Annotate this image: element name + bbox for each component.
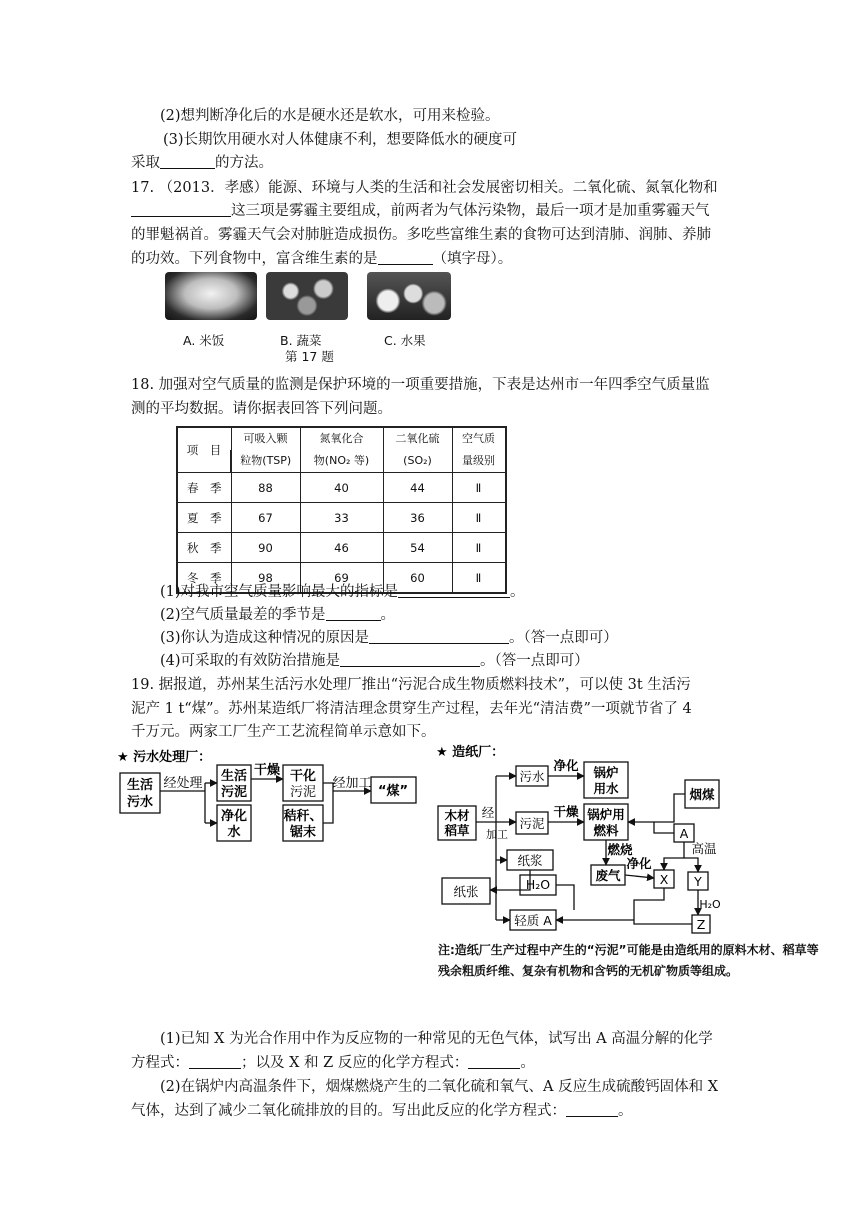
box-wood-2: 稻草 [444, 823, 470, 838]
box-coal: “煤” [377, 784, 409, 799]
line-q17b: 这三项是雾霾主要组成，前两者为气体污染物，最后一项才是加重雾霾天气 [131, 201, 710, 221]
line-q19-1b: 方程式： ；以及 X 和 Z 反应的化学方程式： 。 [131, 1055, 535, 1071]
box-boiler-water-1: 锅炉 [593, 765, 619, 780]
line-q16-2: (2)想判断净化后的水是硬水还是软水，可用来检验。 [160, 108, 500, 124]
sewage-plant-diagram [115, 745, 435, 845]
header-no-1: 氮氧化合 [300, 427, 383, 450]
box-Y: Y [694, 874, 702, 889]
line-q19-1a: (1)已知 X 为光合作用中作为反应物的一种常见的无色气体，试写出 A 高温分解的化学 [160, 1031, 713, 1047]
box-domestic-sewage-2: 污水 [126, 795, 154, 810]
header-tsp-2: 粒物(TSP) [231, 450, 300, 473]
cell-level: Ⅱ [452, 533, 506, 563]
box-bituminous-coal: 烟煤 [689, 787, 715, 802]
cell-so: 54 [383, 533, 452, 563]
cell-so: 60 [383, 563, 452, 594]
box-A: A [679, 826, 689, 841]
paper-mill-title: ★ 造纸厂： [436, 745, 505, 760]
header-level-1: 空气质 [452, 427, 506, 450]
box-purified-water-2: 水 [227, 825, 241, 840]
cell-tsp: 90 [231, 533, 300, 563]
paper-mill-note: 注:造纸厂生产过程中产生的“污泥”可能是由造纸用的原料木材、稻草等残余粗质纤维、复杂有机物和含钙的无机矿物质等组成。 [438, 943, 819, 978]
label-jiagong: 加工 [486, 828, 508, 841]
box-sludge: 污泥 [519, 816, 545, 831]
sewage-plant-title: ★ 污水处理厂： [117, 750, 212, 765]
line-q18-1: (1)对我市空气质量影响最大的指标是 。 [160, 584, 525, 600]
line-q18-4: (4)可采取的有效防治措施是 。（答一点即可） [160, 653, 589, 669]
box-dried-sludge-2: 污泥 [289, 785, 317, 800]
line-q16-3b: 采取 的方法。 [131, 155, 273, 171]
cell-season: 夏 季 [177, 503, 231, 533]
caption-fruit: C. 水果 [384, 333, 426, 348]
line-q18-2: (2)空气质量最差的季节是 。 [160, 607, 396, 623]
cell-tsp: 67 [231, 503, 300, 533]
header-level-2: 量级别 [452, 450, 506, 473]
cell-level: Ⅱ [452, 503, 506, 533]
line-q18a: 18. 加强对空气质量的监测是保护环境的一项重要措施，下表是达州市一年四季空气质量监 [131, 377, 710, 393]
box-wood-1: 木材 [444, 808, 470, 823]
cell-no: 33 [300, 503, 383, 533]
cell-season: 春 季 [177, 473, 231, 503]
caption-vegetable: B. 蔬菜 [280, 333, 322, 348]
box-straw-1: 秸秆、 [283, 809, 323, 824]
box-waste-gas: 废气 [595, 868, 621, 883]
rice-photo [165, 272, 257, 320]
cell-tsp: 88 [231, 473, 300, 503]
line-q17d: 的功效。下列食物中，富含维生素的是 （填字母）。 [131, 251, 513, 267]
box-boiler-fuel-2: 燃料 [593, 823, 619, 838]
cell-no: 69 [300, 563, 383, 594]
cell-season: 冬 季 [177, 563, 231, 594]
line-q19c: 千万元。两家工厂生产工艺流程简单示意如下。 [131, 724, 436, 740]
box-straw-2: 锯末 [289, 825, 317, 840]
arrow-label-dry: 干燥 [253, 763, 281, 778]
arrow-label-treat: 经处理 [163, 776, 203, 791]
cell-no: 40 [300, 473, 383, 503]
arrow-label-process: 经加工 [332, 776, 372, 791]
box-dried-sludge-1: 干化 [289, 769, 317, 784]
box-Z: Z [696, 917, 706, 932]
box-domestic-sewage-1: 生活 [126, 778, 154, 793]
line-q19a: 19. 据报道，苏州某生活污水处理厂推出“污泥合成生物质燃料技术”，可以使 3t 生活污 [131, 677, 691, 693]
box-pulp: 纸浆 [517, 853, 543, 868]
line-q18b: 测的平均数据。请你据表回答下列问题。 [131, 401, 392, 417]
box-water: H₂O [525, 877, 551, 892]
paper-mill-diagram [434, 740, 830, 940]
cell-season: 秋 季 [177, 533, 231, 563]
label-dry: 干燥 [553, 804, 579, 819]
label-high-temp: 高温 [691, 841, 717, 856]
header-item: 项 目 [177, 427, 231, 473]
fruit-photo [367, 272, 451, 320]
label-water: H₂O [699, 898, 721, 911]
box-wastewater: 污水 [519, 769, 545, 784]
air-quality-table [176, 426, 507, 594]
box-purified-water-1: 净化 [220, 809, 248, 824]
table-row [177, 473, 506, 503]
table-row [177, 533, 506, 563]
line-q17a: 17. （2013．孝感）能源、环境与人类的生活和社会发展密切相关。二氧化硫、氮氧化物和 [131, 180, 718, 196]
line-q19-2a: (2)在锅炉内高温条件下，烟煤燃烧产生的二氧化硫和氧气、A 反应生成硫酸钙固体和 X [160, 1079, 719, 1095]
caption-rice: A. 米饭 [183, 333, 225, 348]
cell-level: Ⅱ [452, 563, 506, 594]
line-q16-3: (3)长期饮用硬水对人体健康不利，想要降低水的硬度可 [163, 132, 518, 148]
header-so-1: 二氧化硫 [383, 427, 452, 450]
cell-level: Ⅱ [452, 473, 506, 503]
cell-so: 36 [383, 503, 452, 533]
label-burn: 燃烧 [607, 842, 633, 857]
label-jing: 经 [481, 805, 495, 820]
line-q19-2b: 气体，达到了减少二氧化硫排放的目的。写出此反应的化学方程式： 。 [131, 1103, 633, 1119]
line-q19b: 泥产 1 t“煤”。苏州某造纸厂将清洁理念贯穿生产过程，去年光“清洁费”一项就节省了 4 [131, 701, 692, 717]
vegetable-photo [266, 272, 348, 320]
line-q17c: 的罪魁祸首。雾霾天气会对肺脏造成损伤。多吃些富维生素的食物可达到清肺、润肺、养肺 [131, 227, 711, 243]
box-domestic-sludge-1: 生活 [220, 769, 248, 784]
box-boiler-fuel-1: 锅炉用 [587, 807, 625, 822]
header-so-2: (SO₂) [383, 450, 452, 473]
box-X: X [659, 872, 669, 887]
line-q18-3: (3)你认为造成这种情况的原因是 。（答一点即可） [160, 630, 618, 646]
header-tsp-1: 可吸入颗 [231, 427, 300, 450]
cell-tsp: 98 [231, 563, 300, 594]
label-purify-2: 净化 [626, 856, 652, 871]
box-domestic-sludge-2: 污泥 [220, 785, 248, 800]
table-header-row [177, 427, 506, 450]
box-light-A: 轻质 A [514, 913, 552, 928]
cell-so: 44 [383, 473, 452, 503]
box-paper: 纸张 [453, 884, 479, 899]
box-boiler-water-2: 用水 [593, 781, 619, 796]
cell-no: 46 [300, 533, 383, 563]
label-purify: 净化 [553, 758, 579, 773]
figure-caption: 第 17 题 [285, 349, 334, 364]
table-row [177, 503, 506, 533]
header-no-2: 物(NO₂ 等) [300, 450, 383, 473]
